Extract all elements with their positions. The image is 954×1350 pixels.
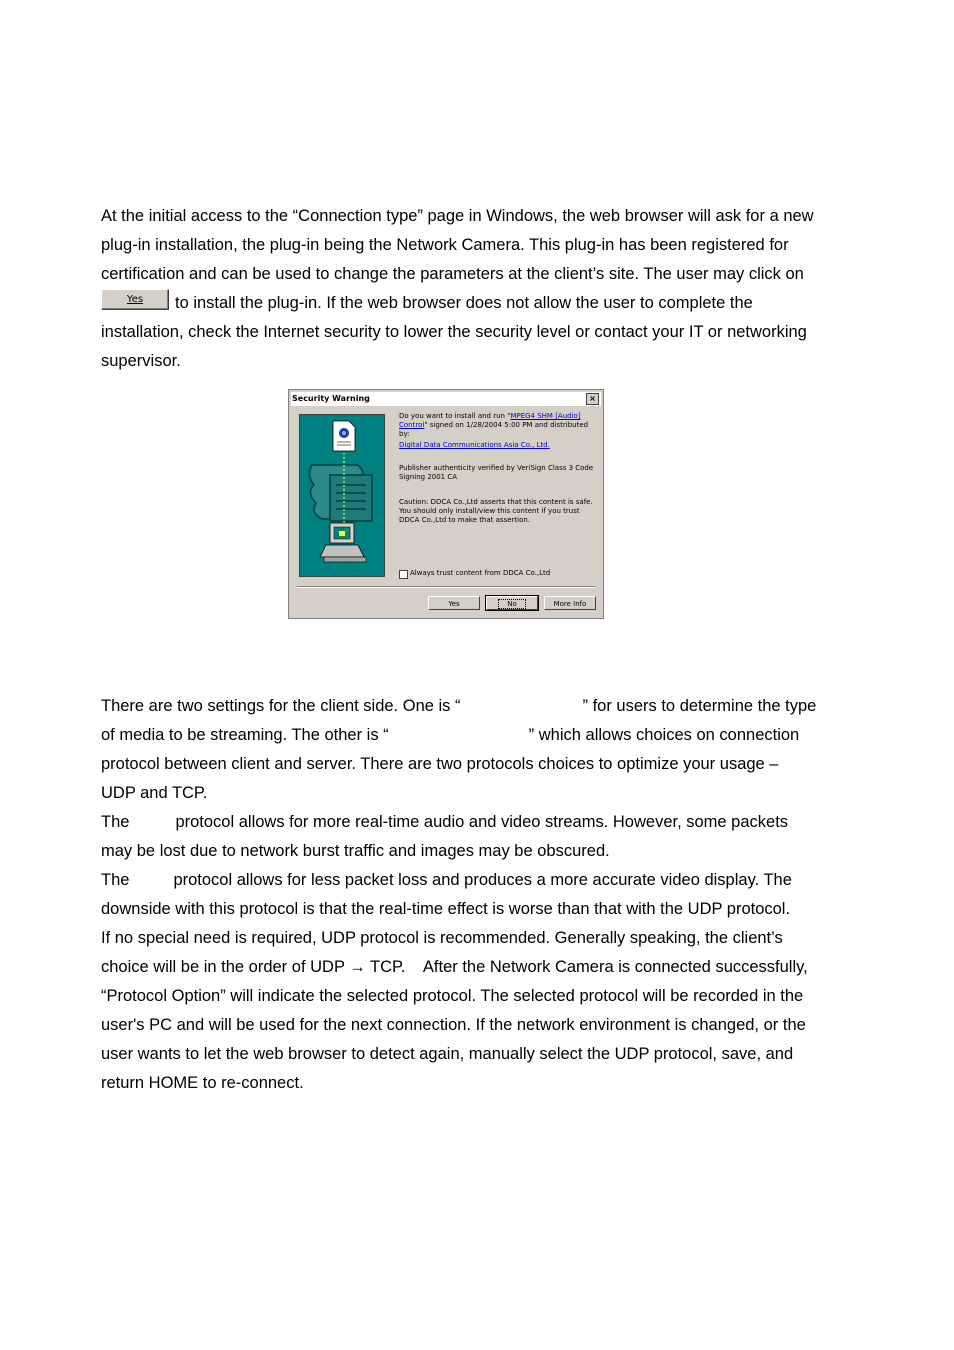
body-line: protocol between client and server. There are two protocols choices to optimize your usage – (101, 755, 779, 773)
yes-button[interactable]: Yes (428, 596, 480, 610)
intro-line: plug-in installation, the plug-in being the Network Camera. This plug-in has been registered for (101, 236, 789, 254)
always-trust-checkbox[interactable] (399, 570, 408, 579)
body-line: If no special need is required, UDP protocol is recommended. Generally speaking, the client’s (101, 929, 783, 947)
dialog-separator (297, 586, 595, 588)
dialog-message-caution: Caution: DDCA Co.,Ltd asserts that this content is safe. You should only install/view this content if you trust DDCA Co.,Ltd to make that assertion. (399, 498, 593, 524)
publisher-link[interactable]: Digital Data Communications Asia Co., Ltd. (399, 441, 550, 449)
intro-line: At the initial access to the “Connection type” page in Windows, the web browser will ask for a new (101, 207, 814, 225)
body-line: The protocol allows for more real-time audio and video streams. However, some packets (101, 813, 789, 831)
dialog-illustration (299, 414, 385, 577)
close-icon[interactable]: × (586, 393, 599, 405)
body-line: user's PC and will be used for the next connection. If the network environment is changed, or the (101, 1016, 806, 1034)
security-warning-dialog (288, 389, 604, 619)
intro-line (101, 289, 871, 318)
body-line: choice will be in the order of UDP → TCP. After the Network Camera is connected successfully, (101, 958, 808, 976)
dialog-titlebar (291, 392, 601, 406)
more-info-button[interactable]: More Info (544, 596, 596, 610)
dialog-publisher (399, 441, 599, 450)
no-button[interactable]: No (486, 596, 538, 610)
body-line: “Protocol Option” will indicate the selected protocol. The selected protocol will be recorded in the (101, 987, 804, 1005)
body-line: of media to be streaming. The other is “ ” which allows choices on connection (101, 726, 800, 744)
body-line: UDP and TCP. (101, 784, 208, 802)
body-line: The protocol allows for less packet loss and produces a more accurate video display. The (101, 871, 792, 889)
body-line: user wants to let the web browser to detect again, manually select the UDP protocol, save, and (101, 1045, 794, 1063)
body-line: return HOME to re-connect. (101, 1074, 304, 1092)
dialog-message-install: Do you want to install and run "MPEG4 SHM [Audio] Control" signed on 1/28/2004 5:00 PM and distributed by: (399, 412, 589, 438)
body-line: downside with this protocol is that the real-time effect is worse than that with the UDP protocol. (101, 900, 791, 918)
intro-line: installation, check the Internet security to lower the security level or contact your IT or networking (101, 323, 807, 341)
intro-line: supervisor. (101, 352, 181, 370)
intro-paragraph (101, 202, 871, 376)
intro-line-text: to install the plug-in. If the web browser does not allow the user to complete the (175, 294, 753, 312)
dialog-title: Security Warning (292, 394, 370, 403)
dialog-message-verified: Publisher authenticity verified by VeriSign Class 3 Code Signing 2001 CA (399, 464, 594, 481)
control-name-link[interactable]: MPEG4 SHM [Audio] (510, 412, 581, 420)
always-trust-label: Always trust content from DDCA Co.,Ltd (410, 569, 551, 577)
body-line: may be lost due to network burst traffic and images may be obscured. (101, 842, 610, 860)
inline-yes-button-image: Yes (101, 289, 169, 310)
body-line: There are two settings for the client side. One is “ ” for users to determine the type (101, 697, 817, 715)
control-name-link-cont[interactable]: Control (399, 421, 425, 429)
client-settings-paragraph (101, 692, 871, 1098)
intro-line: certification and can be used to change the parameters at the client’s site. The user may click on (101, 265, 804, 283)
certificate-computer-icon (300, 415, 384, 576)
